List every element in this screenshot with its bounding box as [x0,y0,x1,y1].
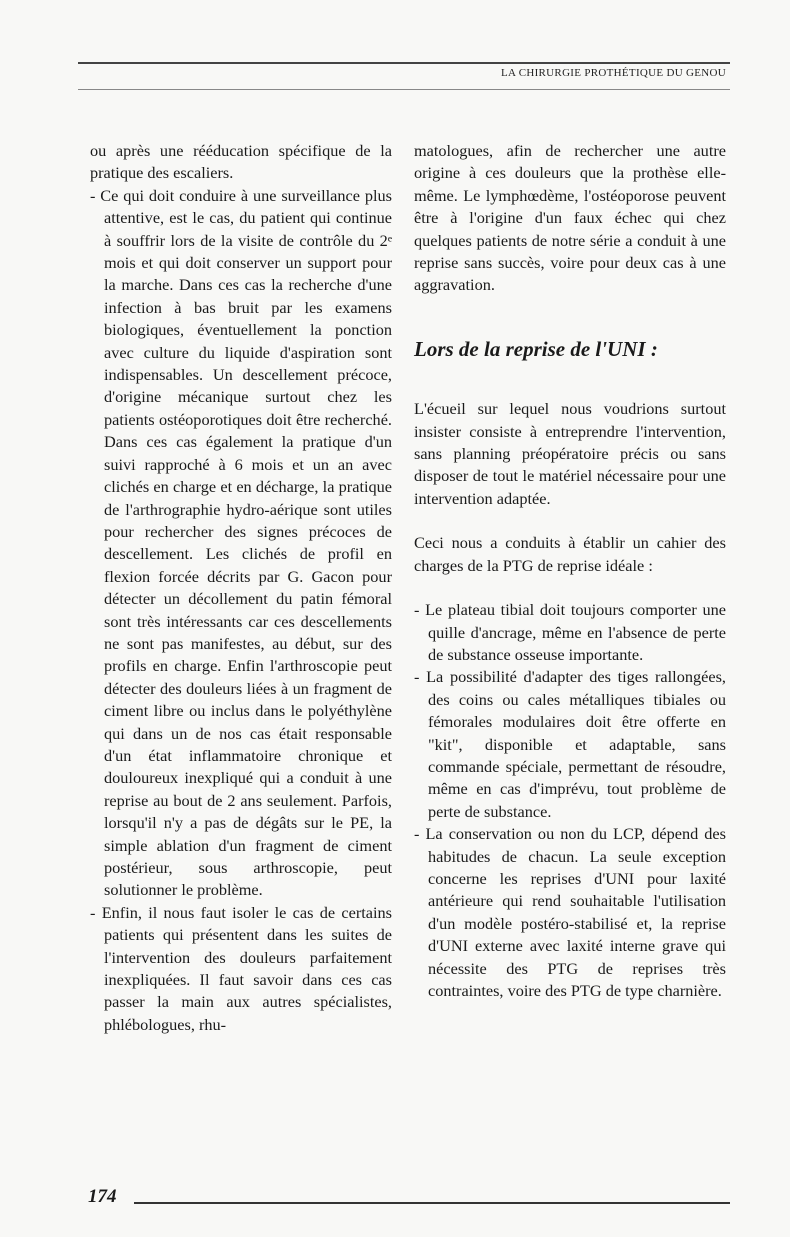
right-column [414,140,726,1002]
dash-paragraph: - Enfin, il nous faut isoler le cas de certains patients qui présentent dans les suites de l'intervention des douleurs parfaitement inexpliquées. Il faut savoir dans ces cas passer la main aux autres spécialistes, phlébologues, rhu- [90,902,392,1034]
list-item: - La conservation ou non du LCP, dépend des habitudes de chacun. La seule exception concerne les reprises d'UNI pour laxité antérieure qui rend souhaitable l'utilisation d'un modèle postéro-stabilisé et, la reprise d'UNI externe avec laxité interne grave qui nécessite des PTG de reprises très contraintes, voire des PTG de type charnière. [414,824,726,1000]
paragraph-gap [414,577,726,599]
header-rule-top [78,62,730,64]
list-item: - La possibilité d'adapter des tiges rallongées, des coins ou cales métalliques tibiales ou fémorales modulaires doit être offerte en "kit", disponible et adaptable, sans commande spéciale, permettant de résoudre, même en cas d'imprévu, tout problème de perte de substance. [414,667,726,821]
section-heading: Lors de la reprise de l'UNI : [414,336,658,361]
dash-paragraph: - Ce qui doit conduire à une surveillance plus attentive, est le cas, du patient qui continue à souffrir lors de la visite de contrôle du 2ᵉ mois et qui doit conserver un support pour la marche. Dans ces cas la recherche d'une infection à bas bruit par les examens biologiques, éventuellement la ponction avec culture du liquide d'aspiration sont indispensables. Un descellement précoce, d'origine mécanique surtout chez les patients ostéoporotiques doit être recherché. Dans ces cas également la pratique d'un suivi rapproché à 6 mois et un an avec clichés en charge et en décharge, la pratique de l'arthrographie hydro-aérique sont utiles pour rechercher des signes précoces de descellement. Les clichés de profil en flexion forcée décrits par G. Gacon pour détecter un décollement du patin fémoral sont très intéressants car ces descellements ne sont pas manifestes, au début, sur des profils en charge. Enfin l'arthroscopie peut détecter des douleurs liées à un fragment de ciment libre ou inclus dans le polyéthylène qui dans un de nos cas était responsable d'un état inflammatoire chronique et douloureux inexpliqué qui a conduit à une reprise au bout de 2 ans seulement. Parfois, lorsqu'il n'y a pas de dégâts sur le PE, la simple ablation d'un fragment de ciment postérieur, sous arthroscopie, peut solutionner le problème. [90,185,392,900]
paragraph-gap [414,510,726,532]
paragraph: Ceci nous a conduits à établir un cahier des charges de la PTG de reprise idéale : [414,533,726,575]
paragraph: L'écueil sur lequel nous voudrions surtout insister consiste à entreprendre l'intervention, sans planning préopératoire précis ou sans disposer de tout le matériel nécessaire pour une intervention adaptée. [414,399,726,508]
header-rule-bottom [78,89,730,90]
footer-rule [134,1202,730,1204]
paragraph: ou après une rééducation spécifique de la pratique des escaliers. [90,141,392,183]
page-number: 174 [88,1186,117,1207]
paragraph: matologues, afin de rechercher une autre origine à ces douleurs que la prothèse elle-même. Le lymphœdème, l'ostéoporose peuvent être à l'origine d'un faux échec qui chez quelques patients de notre série a conduit à une reprise sans succès, voire pour deux cas à une aggravation. [414,141,726,295]
left-column [90,140,392,1036]
list-item: - Le plateau tibial doit toujours comporter une quille d'ancrage, même en l'absence de perte de substance osseuse importante. [414,600,726,664]
running-header: LA CHIRURGIE PROTHÉTIQUE DU GENOU [501,67,726,79]
